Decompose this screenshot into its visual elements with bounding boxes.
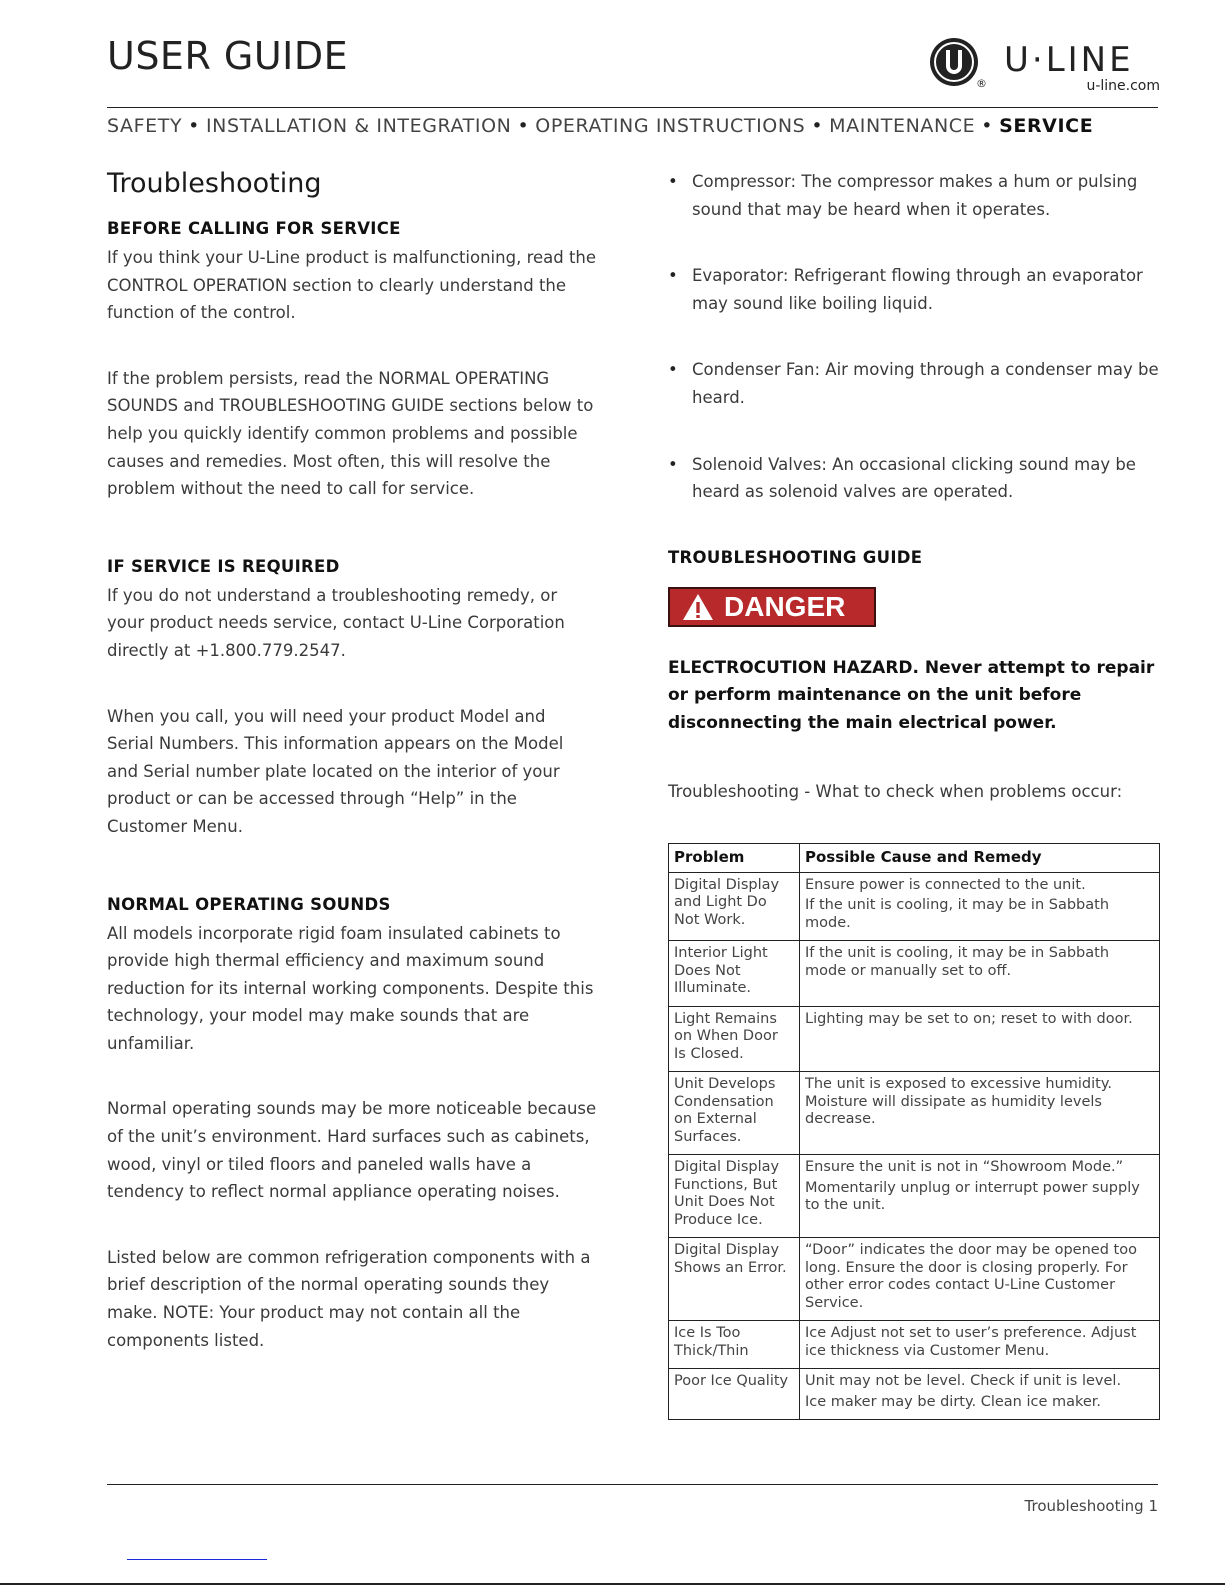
before-calling-paragraph-1: If you think your U-Line product is malfunctioning, read the CONTROL OPERATION section to clearly understand the function of the control.: [107, 248, 597, 323]
registered-mark: ®: [976, 77, 987, 90]
warning-triangle-icon: [682, 593, 714, 621]
brand-wordmark: U·LINE: [1004, 40, 1134, 80]
nav-separator: •: [811, 115, 824, 137]
nav-item-safety: SAFETY: [107, 115, 183, 137]
list-item: • Compressor: The compressor makes a hum or pulsing sound that may be heard when it operates.: [668, 168, 1160, 223]
column-header-problem: Problem: [669, 844, 800, 873]
u-line-logo-icon: [928, 36, 980, 88]
bullet-icon: •: [668, 172, 678, 191]
hyperlink-underline[interactable]: [127, 1559, 267, 1560]
service-required-heading: IF SERVICE IS REQUIRED: [107, 556, 340, 576]
danger-label: [668, 587, 876, 627]
column-header-remedy: Possible Cause and Remedy: [800, 844, 1160, 873]
danger-text: DANGER: [724, 590, 846, 622]
nav-separator: •: [981, 115, 994, 137]
footer-divider: [107, 1484, 1158, 1485]
nav-separator: •: [188, 115, 200, 137]
header-divider: [107, 107, 1158, 108]
troubleshooting-guide-heading: TROUBLESHOOTING GUIDE: [668, 547, 923, 567]
list-item: • Evaporator: Refrigerant flowing through an evaporator may sound like boiling liquid.: [668, 262, 1160, 317]
table-row: Interior Light Does Not Illuminate. If the unit is cooling, it may be in Sabbath mode or manually set to off.: [669, 941, 1160, 1007]
normal-sounds-paragraph-2: Normal operating sounds may be more noticeable because of the unit’s environment. Hard surfaces such as cabinets, wood, vinyl or tiled floors and paneled walls have a tendency to reflect normal appliance operating noises.: [107, 1099, 597, 1202]
table-row: Digital Display and Light Do Not Work. Ensure power is connected to the unit. If the unit is cooling, it may be in Sabbath mode.: [669, 872, 1160, 941]
before-calling-heading: BEFORE CALLING FOR SERVICE: [107, 219, 401, 238]
nav-separator: •: [517, 115, 530, 137]
sounds-list: [668, 168, 1160, 506]
page-footer-label: Troubleshooting 1: [1024, 1497, 1158, 1515]
bullet-icon: •: [668, 360, 678, 380]
normal-sounds-heading: NORMAL OPERATING SOUNDS: [107, 894, 391, 914]
list-item: • Condenser Fan: Air moving through a condenser may be heard.: [668, 356, 1160, 411]
nav-item-operating: OPERATING INSTRUCTIONS: [535, 115, 806, 137]
brand-url: u-line.com: [1086, 78, 1160, 94]
nav-item-installation: INSTALLATION & INTEGRATION: [205, 115, 512, 137]
section-nav: [107, 115, 1158, 137]
bullet-icon: •: [668, 266, 678, 286]
left-column: [107, 168, 597, 1354]
before-calling-paragraph-2: If the problem persists, read the NORMAL OPERATING SOUNDS and TROUBLESHOOTING GUIDE sections below to help you quickly identify common problems and possible causes and remedies. Most often, this will resolve the problem without the need to call for service.: [107, 368, 594, 499]
section-title: Troubleshooting: [107, 168, 322, 199]
table-row: Light Remains on When Door Is Closed. Lighting may be set to on; reset to with door.: [669, 1006, 1160, 1072]
table-row: Poor Ice Quality Unit may not be level. Check if unit is level. Ice maker may be dirty. Clean ice maker.: [669, 1369, 1160, 1420]
bullet-icon: •: [668, 454, 678, 474]
table-row: Unit Develops Condensation on External Surfaces. The unit is exposed to excessive humidity. Moisture will dissipate as humidity levels decrease.: [669, 1072, 1160, 1155]
service-required-paragraph-2: When you call, you will need your product Model and Serial Numbers. This information appears on the Model and Serial number plate located on the interior of your product or can be accessed through “Help” in the Customer Menu.: [107, 706, 564, 836]
right-column: [668, 168, 1160, 1420]
normal-sounds-paragraph-1: All models incorporate rigid foam insulated cabinets to provide high thermal efficiency and maximum sound reduction for its internal working components. Despite this technology, your model may make sounds that are unfamiliar.: [107, 923, 594, 1053]
table-header-row: [669, 844, 1160, 873]
nav-item-service: SERVICE: [999, 115, 1094, 137]
normal-sounds-paragraph-3: Listed below are common refrigeration components with a brief description of the normal operating sounds they make. NOTE: Your product may not contain all the components listed.: [107, 1247, 591, 1350]
nav-item-maintenance: MAINTENANCE: [829, 115, 976, 137]
troubleshooting-table: [668, 843, 1160, 1420]
list-item: • Solenoid Valves: An occasional clicking sound may be heard as solenoid valves are operated.: [668, 451, 1160, 506]
brand-logo: [928, 36, 1160, 98]
document-title: USER GUIDE: [107, 34, 349, 78]
table-intro: Troubleshooting - What to check when problems occur:: [668, 781, 1123, 801]
table-row: Digital Display Shows an Error. “Door” indicates the door may be opened too long. Ensure the door is closing properly. For other error codes contact U-Line Customer Service.: [669, 1238, 1160, 1321]
table-row: Digital Display Functions, But Unit Does Not Produce Ice. Ensure the unit is not in “Showroom Mode.” Momentarily unplug or interrupt power supply to the unit.: [669, 1155, 1160, 1238]
table-row: Ice Is Too Thick/Thin Ice Adjust not set to user’s preference. Adjust ice thickness via Customer Menu.: [669, 1321, 1160, 1369]
electrocution-warning: ELECTROCUTION HAZARD. Never attempt to repair or perform maintenance on the unit before disconnecting the main electrical power.: [668, 657, 1155, 733]
service-required-paragraph-1: If you do not understand a troubleshooting remedy, or your product needs service, contact U-Line Corporation directly at +1.800.779.2547.: [107, 585, 565, 660]
